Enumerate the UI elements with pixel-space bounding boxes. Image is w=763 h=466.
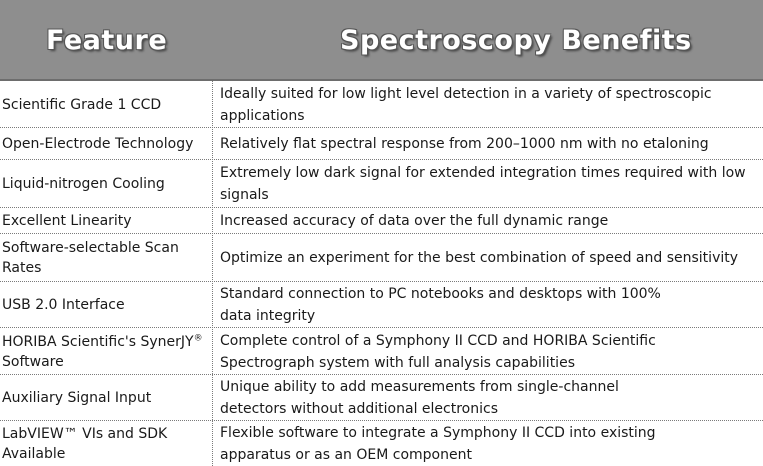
benefit-cell: Increased accuracy of data over the full dynamic range [220, 213, 609, 229]
feature-text: HORIBA Scientific's SynerJY [2, 333, 194, 350]
table-row [0, 234, 763, 282]
feature-cell: Excellent Linearity [2, 213, 132, 229]
feature-cell [2, 328, 208, 375]
benefit-cell: Optimize an experiment for the best combination of speed and sensitivity [220, 250, 739, 266]
feature-cell: LabVIEW™ VIs and SDK Available [2, 425, 168, 462]
header-benefits: Spectroscopy Benefits [340, 25, 692, 56]
benefit-cell: Relatively flat spectral response from 200–1000 nm with no etaloning [220, 136, 709, 152]
benefit-cell: Standard connection to PC notebooks and desktops with 100% data integrity [220, 286, 661, 324]
header-feature: Feature [46, 25, 168, 56]
table-row [0, 375, 763, 421]
benefit-cell: Flexible software to integrate a Symphony II CCD into existing apparatus or as an OEM component [220, 424, 656, 463]
feature-cell: Software-selectable Scan Rates [2, 240, 179, 276]
benefit-cell: Complete control of a Symphony II CCD and HORIBA Scientific Spectrograph system with full analysis capabilities [220, 332, 656, 371]
table-row [0, 81, 763, 128]
feature-cell: Open-Electrode Technology [2, 136, 194, 152]
table-row [0, 282, 763, 328]
feature-cell: Scientific Grade 1 CCD [2, 96, 162, 113]
benefit-cell: Unique ability to add measurements from single-channel detectors without additional electronics [220, 379, 619, 417]
feature-cell: Auxiliary Signal Input [2, 390, 152, 406]
registered-mark: ® [193, 332, 203, 343]
benefit-cell: Ideally suited for low light level detection in a variety of spectroscopic applications [220, 85, 712, 124]
feature-cell: Liquid-nitrogen Cooling [2, 176, 165, 192]
table-row [0, 328, 763, 375]
feature-cell: USB 2.0 Interface [2, 297, 125, 313]
benefit-cell: Extremely low dark signal for extended integration times required with low signals [220, 165, 746, 203]
table-row [0, 128, 763, 160]
table-header [0, 0, 763, 81]
table-row [0, 421, 763, 466]
table-row [0, 208, 763, 234]
feature-text-suffix: Software [2, 353, 64, 370]
table-row [0, 160, 763, 208]
